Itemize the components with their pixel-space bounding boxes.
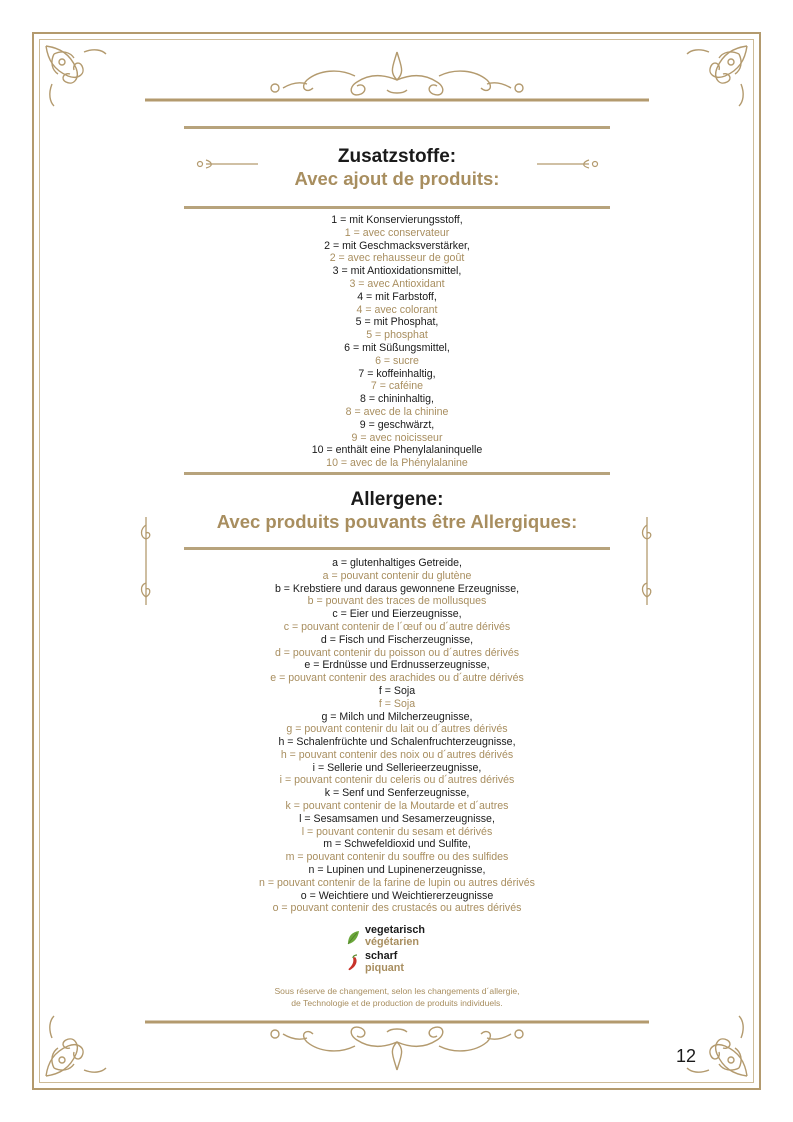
list-item-de: o = Weichtiere und Weichtiererzeugnisse: [300, 889, 494, 902]
list-item-fr: 8 = avec de la chinine: [345, 405, 449, 418]
leaf-icon: [346, 930, 360, 946]
list-item-fr: 9 = avec noicisseur: [351, 431, 443, 444]
list-item-fr: 7 = caféine: [370, 380, 424, 393]
additives-list: [184, 214, 610, 470]
list-item-fr: m = pouvant contenir du souffre ou des sulfides: [285, 851, 509, 864]
legend-veg-de: vegetarisch: [365, 924, 426, 936]
corner-ornament-top-left-icon: [40, 40, 110, 110]
list-item-fr: d = pouvant contenir du poisson ou d´autres dérivés: [274, 646, 520, 659]
right-side-ornament-icon: [639, 515, 655, 607]
list-item-de: 8 = chininhaltig,: [360, 393, 434, 406]
list-item-fr: l = pouvant contenir du sesam et dérivés: [301, 825, 493, 838]
list-item-de: 4 = mit Farbstoff,: [357, 290, 437, 303]
list-item-de: 2 = mit Geschmacksverstärker,: [324, 239, 470, 252]
chili-pepper-icon: [346, 954, 360, 972]
corner-ornament-top-right-icon: [683, 40, 753, 110]
list-item-de: n = Lupinen und Lupinenerzeugnisse,: [308, 864, 486, 877]
legend-veg-fr: végétarien: [365, 936, 420, 948]
list-item-de: 5 = mit Phosphat,: [355, 316, 439, 329]
list-item-fr: 5 = phosphat: [366, 329, 428, 342]
list-item-fr: i = pouvant contenir du celeris ou d´autres dérivés: [279, 774, 515, 787]
additives-title-fr: Avec ajout de produits:: [294, 168, 500, 189]
corner-ornament-bottom-left-icon: [40, 1012, 110, 1082]
list-item-de: 6 = mit Süßungsmittel,: [344, 341, 450, 354]
list-item-fr: f = Soja: [378, 697, 416, 710]
list-item-fr: 3 = avec Antioxidant: [349, 277, 445, 290]
list-item-fr: c = pouvant contenir de l´œuf ou d´autre dérivés: [283, 620, 511, 633]
footnote-line-1: Sous réserve de changement, selon les changements d´allergie,: [274, 986, 520, 996]
left-side-ornament-icon: [138, 515, 154, 607]
list-item-fr: n = pouvant contenir de la farine de lupin ou autres dérivés: [259, 876, 535, 889]
list-item-de: 9 = geschwärzt,: [359, 418, 435, 431]
list-item-de: e = Erdnüsse und Erdnusserzeugnisse,: [304, 659, 490, 672]
allergens-title-de: Allergene:: [350, 488, 444, 510]
list-item-de: 3 = mit Antioxidationsmittel,: [332, 265, 462, 278]
list-item-de: i = Sellerie und Sellerieerzeugnisse,: [312, 761, 482, 774]
page-number: 12: [676, 1046, 697, 1066]
list-item-de: m = Schwefeldioxid und Sulfite,: [323, 838, 471, 851]
disclaimer-footnote: [184, 986, 610, 1009]
legend-spicy: [345, 950, 465, 976]
legend-vegetarian: [345, 924, 465, 950]
allergen-info-panel: [184, 126, 610, 915]
list-item-fr: 1 = avec conservateur: [344, 226, 450, 239]
list-item-fr: b = pouvant des traces de mollusques: [307, 595, 487, 608]
section-divider: [184, 206, 610, 209]
list-item-fr: e = pouvant contenir des arachides ou d´autre dérivés: [270, 672, 524, 685]
list-item-fr: a = pouvant contenir du glutène: [322, 569, 472, 582]
top-scroll-ornament-icon: [143, 48, 651, 106]
list-item-de: k = Senf und Senferzeugnisse,: [324, 787, 470, 800]
section-divider: [184, 472, 610, 475]
list-item-fr: 2 = avec rehausseur de goût: [329, 252, 465, 265]
list-item-fr: k = pouvant contenir de la Moutarde et d´autres: [285, 800, 509, 813]
list-item-fr: 10 = avec de la Phénylalanine: [326, 457, 468, 470]
list-item-de: a = glutenhaltiges Getreide,: [332, 556, 462, 569]
list-item-de: h = Schalenfrüchte und Schalenfruchterzeugnisse,: [278, 736, 516, 749]
additives-title-de: Zusatzstoffe:: [337, 146, 457, 167]
list-item-de: g = Milch und Milcherzeugnisse,: [321, 710, 473, 723]
list-item-fr: 6 = sucre: [375, 354, 419, 367]
list-item-fr: g = pouvant contenir du lait ou d´autres dérivés: [286, 723, 508, 736]
list-item-de: f = Soja: [378, 684, 416, 697]
list-item-de: l = Sesamsamen und Sesamerzeugnisse,: [299, 812, 495, 825]
list-item-de: 7 = koffeinhaltig,: [358, 367, 436, 380]
legend-spicy-de: scharf: [365, 950, 398, 962]
symbol-legend: [345, 924, 465, 976]
list-item-fr: o = pouvant contenir des crustacés ou autres dérivés: [272, 902, 522, 915]
list-item-de: b = Krebstiere und daraus gewonnene Erzeugnisse,: [274, 582, 520, 595]
list-item-de: c = Eier und Eierzeugnisse,: [332, 608, 462, 621]
list-item-de: 10 = enthält eine Phenylalaninquelle: [311, 444, 483, 457]
allergens-list: [184, 557, 610, 915]
section-divider: [184, 126, 610, 129]
section-divider: [184, 547, 610, 550]
bottom-scroll-ornament-icon: [143, 1016, 651, 1074]
list-item-de: 1 = mit Konservierungsstoff,: [331, 214, 463, 226]
allergens-title-fr: Avec produits pouvants être Allergiques:: [216, 510, 578, 532]
list-item-fr: 4 = avec colorant: [356, 303, 438, 316]
list-item-fr: h = pouvant contenir des noix ou d´autres dérivés: [280, 748, 514, 761]
legend-spicy-fr: piquant: [365, 962, 404, 974]
list-item-de: d = Fisch und Fischerzeugnisse,: [320, 633, 474, 646]
footnote-line-2: de Technologie et de production de produits individuels.: [291, 997, 503, 1008]
